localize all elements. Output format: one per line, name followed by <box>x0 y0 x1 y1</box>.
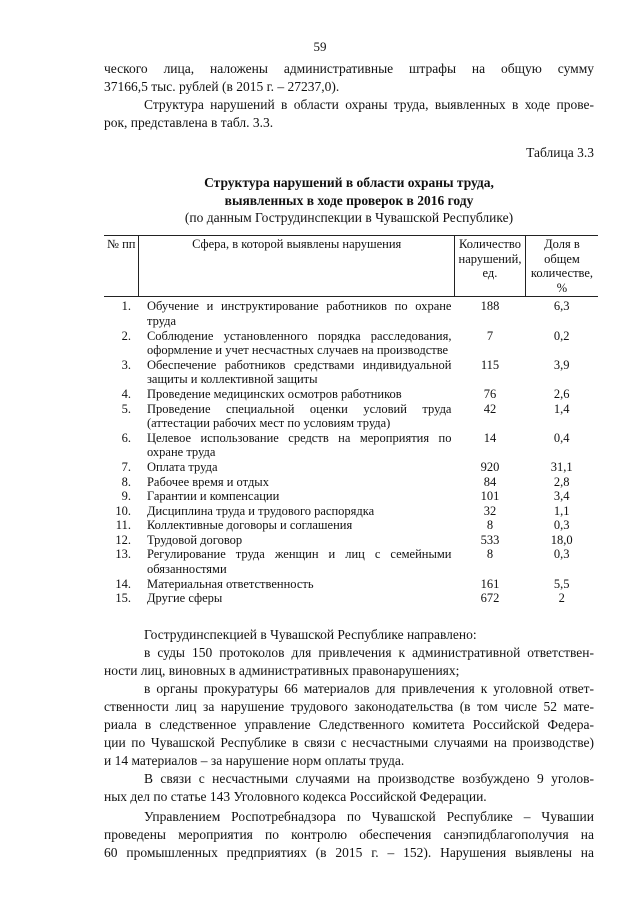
header-share: Доля в общем количестве, % <box>525 236 598 297</box>
row-sphere: Обучение и инструктирование работников по охране труда <box>146 299 452 328</box>
text-line: ции по Чувашской Республике в связи с несчастными случаями на производстве) <box>104 735 594 750</box>
row-number: 4. <box>121 386 131 401</box>
table-row <box>104 297 598 329</box>
row-share: 3,4 <box>553 489 570 504</box>
table-row <box>104 475 598 490</box>
violations-table <box>104 235 598 606</box>
table-row <box>104 547 598 576</box>
text-line: 37166,5 тыс. рублей (в 2015 г. – 27237,0). <box>104 79 340 94</box>
row-count: 161 <box>480 576 500 591</box>
row-share: 0,3 <box>553 547 570 562</box>
text-line: проведены мероприятия по контролю обеспечения санэпидблагополучия на <box>104 827 594 842</box>
row-number: 7. <box>121 459 131 474</box>
row-count: 8 <box>486 547 494 562</box>
text-line: рок, представлена в табл. 3.3. <box>104 115 274 130</box>
row-sphere: Другие сферы <box>146 591 223 606</box>
row-sphere: Соблюдение установленного порядка расследования, оформление и учет несчастных случаев на производстве <box>146 328 452 358</box>
row-number: 1. <box>121 299 131 314</box>
row-sphere: Проведение специальной оценки условий труда (аттестации рабочих мест по условиям труда) <box>146 401 452 431</box>
row-share: 2 <box>558 591 565 606</box>
row-share: 3,9 <box>553 357 570 372</box>
row-share: 2,6 <box>553 386 570 401</box>
header-num: № пп <box>104 236 139 297</box>
row-sphere: Оплата труда <box>146 459 218 474</box>
row-number: 12. <box>115 532 131 547</box>
row-sphere: Материальная ответственность <box>146 576 314 591</box>
row-count: 7 <box>486 328 494 343</box>
row-sphere: Дисциплина труда и трудового распорядка <box>146 503 375 518</box>
table-row <box>104 577 598 592</box>
text-line: ческого лица, наложены административные штрафы на общую сумму <box>104 61 594 76</box>
text-line: и 14 материалов – за нарушение норм оплаты труда. <box>104 753 405 768</box>
table-row <box>104 489 598 504</box>
text-line: Структура нарушений в области охраны труда, выявленных в ходе прове- <box>144 97 594 112</box>
row-share: 6,3 <box>553 299 570 314</box>
table-row <box>104 591 598 606</box>
table-row <box>104 387 598 402</box>
row-count: 42 <box>483 401 497 416</box>
table-subtitle: (по данным Гострудинспекции в Чувашской Республике) <box>184 210 514 225</box>
row-sphere: Регулирование труда женщин и лиц с семейными обязанностями <box>146 547 452 577</box>
page-number: 59 <box>313 39 327 54</box>
row-count: 920 <box>480 459 500 474</box>
row-number: 10. <box>115 503 131 518</box>
table-title: выявленных в ходе проверок в 2016 году <box>224 193 474 208</box>
row-share: 18,0 <box>550 532 573 547</box>
table-row <box>104 431 598 460</box>
table-row <box>104 504 598 519</box>
table-reference: Таблица 3.3 <box>526 145 594 160</box>
row-count: 672 <box>480 591 500 606</box>
row-sphere: Трудовой договор <box>146 532 243 547</box>
row-share: 1,4 <box>553 401 570 416</box>
row-count: 188 <box>480 299 500 314</box>
table-title: Структура нарушений в области охраны труда, <box>204 175 494 190</box>
text-line: В связи с несчастными случаями на производстве возбуждено 9 уголов- <box>144 771 594 786</box>
table-row <box>104 518 598 533</box>
row-count: 76 <box>483 386 497 401</box>
table-header-row <box>104 236 598 297</box>
row-count: 14 <box>483 430 497 445</box>
text-line: ственности лиц за нарушение трудового законодательства (в том числе 52 мате- <box>104 699 594 714</box>
row-number: 13. <box>115 547 131 562</box>
text-line: Гострудинспекцией в Чувашской Республике направлено: <box>144 627 477 642</box>
row-number: 2. <box>121 328 131 343</box>
body-paragraphs <box>104 626 594 862</box>
table-row <box>104 402 598 431</box>
row-number: 14. <box>115 576 131 591</box>
text-line: в органы прокуратуры 66 материалов для привлечения к уголовной ответ- <box>144 681 594 696</box>
row-sphere: Проведение медицинских осмотров работников <box>146 386 402 401</box>
row-count: 101 <box>480 489 500 504</box>
row-number: 3. <box>121 357 131 372</box>
row-share: 2,8 <box>553 474 570 489</box>
text-line: Управлением Роспотребнадзора по Чувашской Республике – Чувашии <box>144 809 594 824</box>
text-line: ных дел по статье 143 Уголовного кодекса Российской Федерации. <box>104 789 487 804</box>
row-share: 31,1 <box>550 459 573 474</box>
row-share: 0,3 <box>553 518 570 533</box>
row-number: 9. <box>121 489 131 504</box>
table-row <box>104 533 598 548</box>
intro-paragraph <box>104 60 594 132</box>
row-sphere: Целевое использование средств на мероприятия по охране труда <box>146 430 452 460</box>
header-count: Количество нарушений, ед. <box>454 236 525 297</box>
row-number: 5. <box>121 401 131 416</box>
row-count: 32 <box>483 503 497 518</box>
row-sphere: Обеспечение работников средствами индивидуальной защиты и коллективной защиты <box>146 357 452 387</box>
row-sphere: Коллективные договоры и соглашения <box>146 518 353 533</box>
header-sphere: Сфера, в которой выявлены нарушения <box>139 236 455 297</box>
table-row <box>104 329 598 358</box>
row-number: 15. <box>115 591 131 606</box>
row-share: 0,4 <box>553 430 570 445</box>
row-count: 533 <box>480 532 500 547</box>
text-line: риала в следственное управление Следственного комитета Российской Федера- <box>104 717 594 732</box>
row-count: 84 <box>483 474 497 489</box>
row-sphere: Гарантии и компенсации <box>146 489 280 504</box>
table-row <box>104 460 598 475</box>
table-row <box>104 358 598 387</box>
row-number: 11. <box>115 518 131 533</box>
row-number: 8. <box>121 474 131 489</box>
row-share: 1,1 <box>553 503 570 518</box>
row-share: 0,2 <box>553 328 570 343</box>
row-share: 5,5 <box>553 576 570 591</box>
row-number: 6. <box>121 430 131 445</box>
row-sphere: Рабочее время и отдых <box>146 474 269 489</box>
row-count: 115 <box>480 357 500 372</box>
row-count: 8 <box>486 518 494 533</box>
text-line: 60 промышленных предприятиях (в 2015 г. – 152). Нарушения выявлены на <box>104 845 594 860</box>
text-line: в суды 150 протоколов для привлечения к административной ответствен- <box>144 645 594 660</box>
text-line: ности лиц, виновных в административных правонарушениях; <box>104 663 460 678</box>
